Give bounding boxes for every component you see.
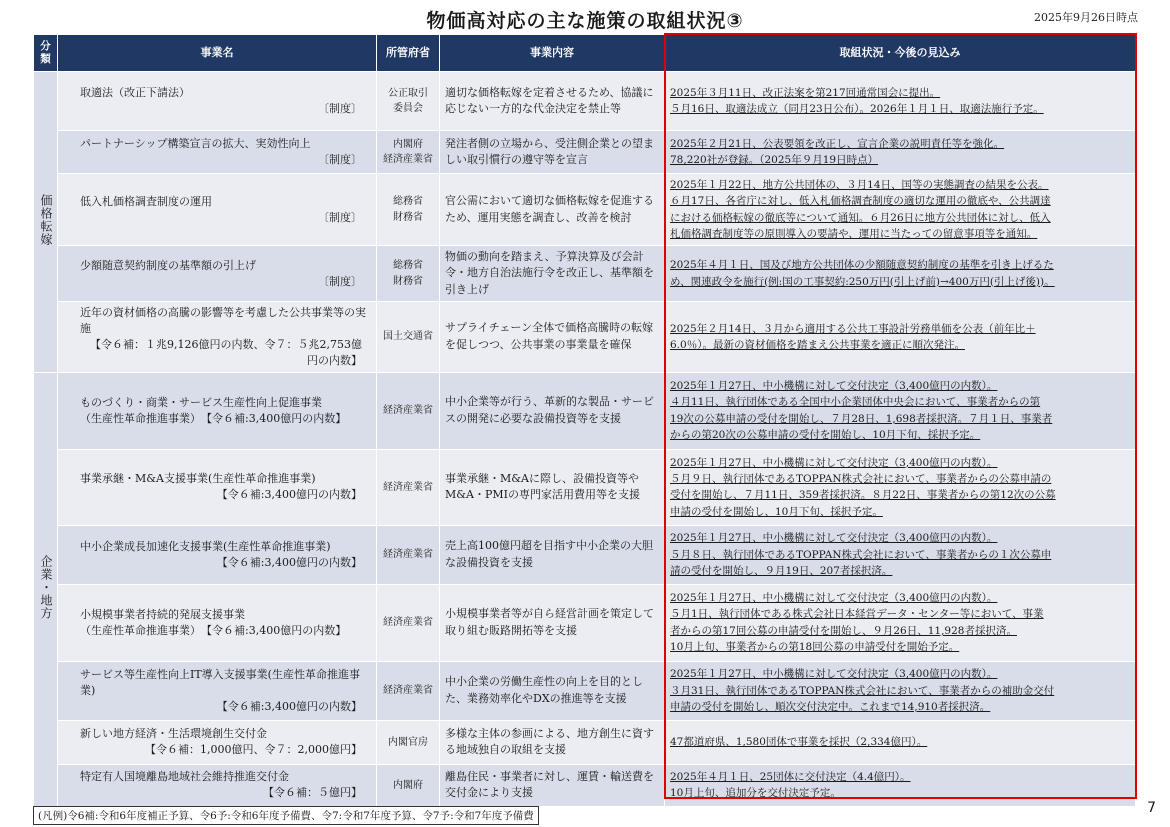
content-cell: 中小企業の労働生産性の向上を目的とした、業務効率化やDXの推進等を支援 — [440, 661, 665, 720]
table-row — [34, 720, 1136, 764]
status-cell: 2025年１月27日、中小機構に対して交付決定（3,400億円の内数）。 ５月1日、執行団体である株式会社日本経営データ・センター等において、事業 者からの第17回公募の申請受付を開始し、９月26日、11,928者採択済。 10月上旬、事業者からの第18回公募の申請受付を開始予定。 — [665, 584, 1136, 661]
ministry-cell: 総務省 財務省 — [377, 246, 440, 302]
ministry-cell: 国土交通省 — [377, 302, 440, 373]
measure-name-cell: 特定有人国境離島地域社会維持推進交付金 【令６補：５億円】 — [58, 764, 377, 806]
measure-name-cell: パートナーシップ構築宣言の拡大、実効性向上 〔制度〕 — [58, 131, 377, 174]
ministry-cell: 経済産業省 — [377, 449, 440, 525]
table-row — [34, 764, 1136, 806]
header-category: 分類 — [34, 35, 58, 72]
measure-name-cell: 取適法（改正下請法） 〔制度〕 — [58, 72, 377, 131]
header-status: 取組状況・今後の見込み — [665, 35, 1136, 72]
category-label: 価格転嫁 — [39, 194, 53, 247]
measure-name-cell: 近年の資材価格の高騰の影響等を考慮した公共事業等の実施 【令６補：１兆9,126億円の内数、令７：５兆2,753億円の内数】 — [58, 302, 377, 373]
measure-name-cell: 事業承継・M&A支援事業(生産性革命推進事業) 【令６補:3,400億円の内数】 — [58, 449, 377, 525]
table-row — [34, 72, 1136, 131]
table-row — [34, 131, 1136, 174]
content-cell: サプライチェーン全体で価格高騰時の転嫁を促しつつ、公共事業の事業量を確保 — [440, 302, 665, 373]
table-row — [34, 174, 1136, 246]
content-cell: 適切な価格転嫁を定着させるため、協議に応じない一方的な代金決定を禁止等 — [440, 72, 665, 131]
table-row — [34, 661, 1136, 720]
table-row — [34, 372, 1136, 449]
table-row — [34, 584, 1136, 661]
ministry-cell: 経済産業省 — [377, 372, 440, 449]
status-cell: 2025年２月14日、３月から適用する公共工事設計労務単価を公表（前年比＋ 6.0％）。最新の資材価格を踏まえ公共事業を適正に順次発注。 — [665, 302, 1136, 373]
page-title: 物価高対応の主な施策の取組状況③ — [426, 10, 744, 32]
content-cell: 物価の動向を踏まえ、予算決算及び会計令・地方自治法施行令を改正し、基準額を引き上げ — [440, 246, 665, 302]
ministry-cell: 経済産業省 — [377, 584, 440, 661]
status-cell: 47都道府県、1,580団体で事業を採択（2,334億円）。 — [665, 720, 1136, 764]
measure-name-cell: 少額随意契約制度の基準額の引上げ 〔制度〕 — [58, 246, 377, 302]
status-cell: 2025年１月27日、中小機構に対して交付決定（3,400億円の内数）。 ５月９日、執行団体であるTOPPAN株式会社において、事業者からの公募申請の 受付を開始し、７月11日、359者採択済。８月22日、事業者からの第12次の公募 申請の受付を開始し、10月下旬、採択予定。 — [665, 449, 1136, 525]
ministry-cell: 公正取引 委員会 — [377, 72, 440, 131]
ministry-cell: 経済産業省 — [377, 525, 440, 584]
measure-name-cell: ものづくり・商業・サービス生産性向上促進事業 （生産性革命推進事業） 【令６補:3,400億円の内数】 — [58, 372, 377, 449]
table-row — [34, 449, 1136, 525]
content-cell: 多様な主体の参画による、地方創生に資する地域独自の取組を支援 — [440, 720, 665, 764]
status-cell: 2025年１月27日、中小機構に対して交付決定（3,400億円の内数）。 ３月31日、執行団体であるTOPPAN株式会社において、事業者からの補助金交付 申請の受付を開始し、順次交付決定中。これまで14,910者採択済。 — [665, 661, 1136, 720]
content-cell: 官公需において適切な価格転嫁を促進するため、運用実態を調査し、改善を検討 — [440, 174, 665, 246]
measure-name-cell: 新しい地方経済・生活環境創生交付金 【令６補：1,000億円、令７：2,000億円】 — [58, 720, 377, 764]
status-cell: 2025年２月21日、公表要領を改正し、宣言企業の説明責任等を強化。 78,220社が登録。（2025年９月19日時点） — [665, 131, 1136, 174]
status-cell: 2025年４月１日、25団体に交付決定（4.4億円）。 10月上旬、追加分を交付決定予定。 — [665, 764, 1136, 806]
page-number: 7 — [1147, 800, 1156, 816]
category-cell-price — [34, 72, 58, 373]
status-cell: 2025年１月22日、地方公共団体の、３月14日、国等の実態調査の結果を公表。 ６月17日、各省庁に対し、低入札価格調査制度の適切な運用の徹底や、公共調達 における価格転嫁の徹底等について通知。６月26日に地方公共団体に対し、低入 札価格調査制度等の原則導入の要請や、運用に当たっての留意事項等を通知。 — [665, 174, 1136, 246]
ministry-cell: 総務省 財務省 — [377, 174, 440, 246]
category-cell-regional — [34, 372, 58, 806]
legend-note: (凡例)令6補:令和6年度補正予算、令6予:令和6年度予備費、令7:令和7年度予算、令7予:令和7年度予備費 — [33, 806, 539, 825]
status-cell: 2025年１月27日、中小機構に対して交付決定（3,400億円の内数）。 ５月８日、執行団体であるTOPPAN株式会社において、事業者からの１次公募申 請の受付を開始し、９月19日、207者採択済。 — [665, 525, 1136, 584]
table-row — [34, 525, 1136, 584]
status-cell: 2025年３月11日、改正法案を第217回通常国会に提出。 ５月16日、取適法成立（同月23日公布）。2026年１月１日、取適法施行予定。 — [665, 72, 1136, 131]
measure-name-cell: 中小企業成長加速化支援事業(生産性革命推進事業) 【令６補:3,400億円の内数】 — [58, 525, 377, 584]
measures-table — [33, 34, 1136, 807]
status-cell: 2025年４月１日、国及び地方公共団体の少額随意契約制度の基準を引き上げるた め、関連政令を施行(例:国の工事契約:250万円(引上げ前)→400万円(引上げ後))。 — [665, 246, 1136, 302]
content-cell: 中小企業等が行う、革新的な製品・サービスの開発に必要な設備投資等を支援 — [440, 372, 665, 449]
content-cell: 離島住民・事業者に対し、運賃・輸送費を交付金により支援 — [440, 764, 665, 806]
content-cell: 事業承継・M&Aに際し、設備投資等やM&A・PMIの専門家活用費用等を支援 — [440, 449, 665, 525]
content-cell: 売上高100億円超を目指す中小企業の大胆な設備投資を支援 — [440, 525, 665, 584]
header-name: 事業名 — [58, 35, 377, 72]
measure-name-cell: 低入札価格調査制度の運用 〔制度〕 — [58, 174, 377, 246]
as-of-date: 2025年9月26日時点 — [1034, 11, 1138, 24]
measure-name-cell: 小規模事業者持続的発展支援事業 （生産性革命推進事業） 【令６補:3,400億円の内数】 — [58, 584, 377, 661]
ministry-cell: 内閣府 経済産業省 — [377, 131, 440, 174]
table-header-row — [34, 35, 1136, 72]
ministry-cell: 経済産業省 — [377, 661, 440, 720]
measure-name-cell: サービス等生産性向上IT導入支援事業(生産性革命推進事業) 【令６補:3,400億円の内数】 — [58, 661, 377, 720]
table-row — [34, 246, 1136, 302]
table-row — [34, 302, 1136, 373]
ministry-cell: 内閣府 — [377, 764, 440, 806]
header-ministry: 所管府省 — [377, 35, 440, 72]
category-label: 企業・地方 — [39, 555, 53, 621]
ministry-cell: 内閣官房 — [377, 720, 440, 764]
header-content: 事業内容 — [440, 35, 665, 72]
content-cell: 小規模事業者等が自ら経営計画を策定して取り組む販路開拓等を支援 — [440, 584, 665, 661]
content-cell: 発注者側の立場から、受注側企業との望ましい取引慣行の遵守等を宣言 — [440, 131, 665, 174]
status-cell: 2025年１月27日、中小機構に対して交付決定（3,400億円の内数）。 ４月11日、執行団体である全国中小企業団体中央会において、事業者からの第 19次の公募申請の受付を開始し、７月28日、1,698者採択済。７月１日、事業者 からの第20次の公募申請の受付を開始し、10月下旬、採択予定。 — [665, 372, 1136, 449]
